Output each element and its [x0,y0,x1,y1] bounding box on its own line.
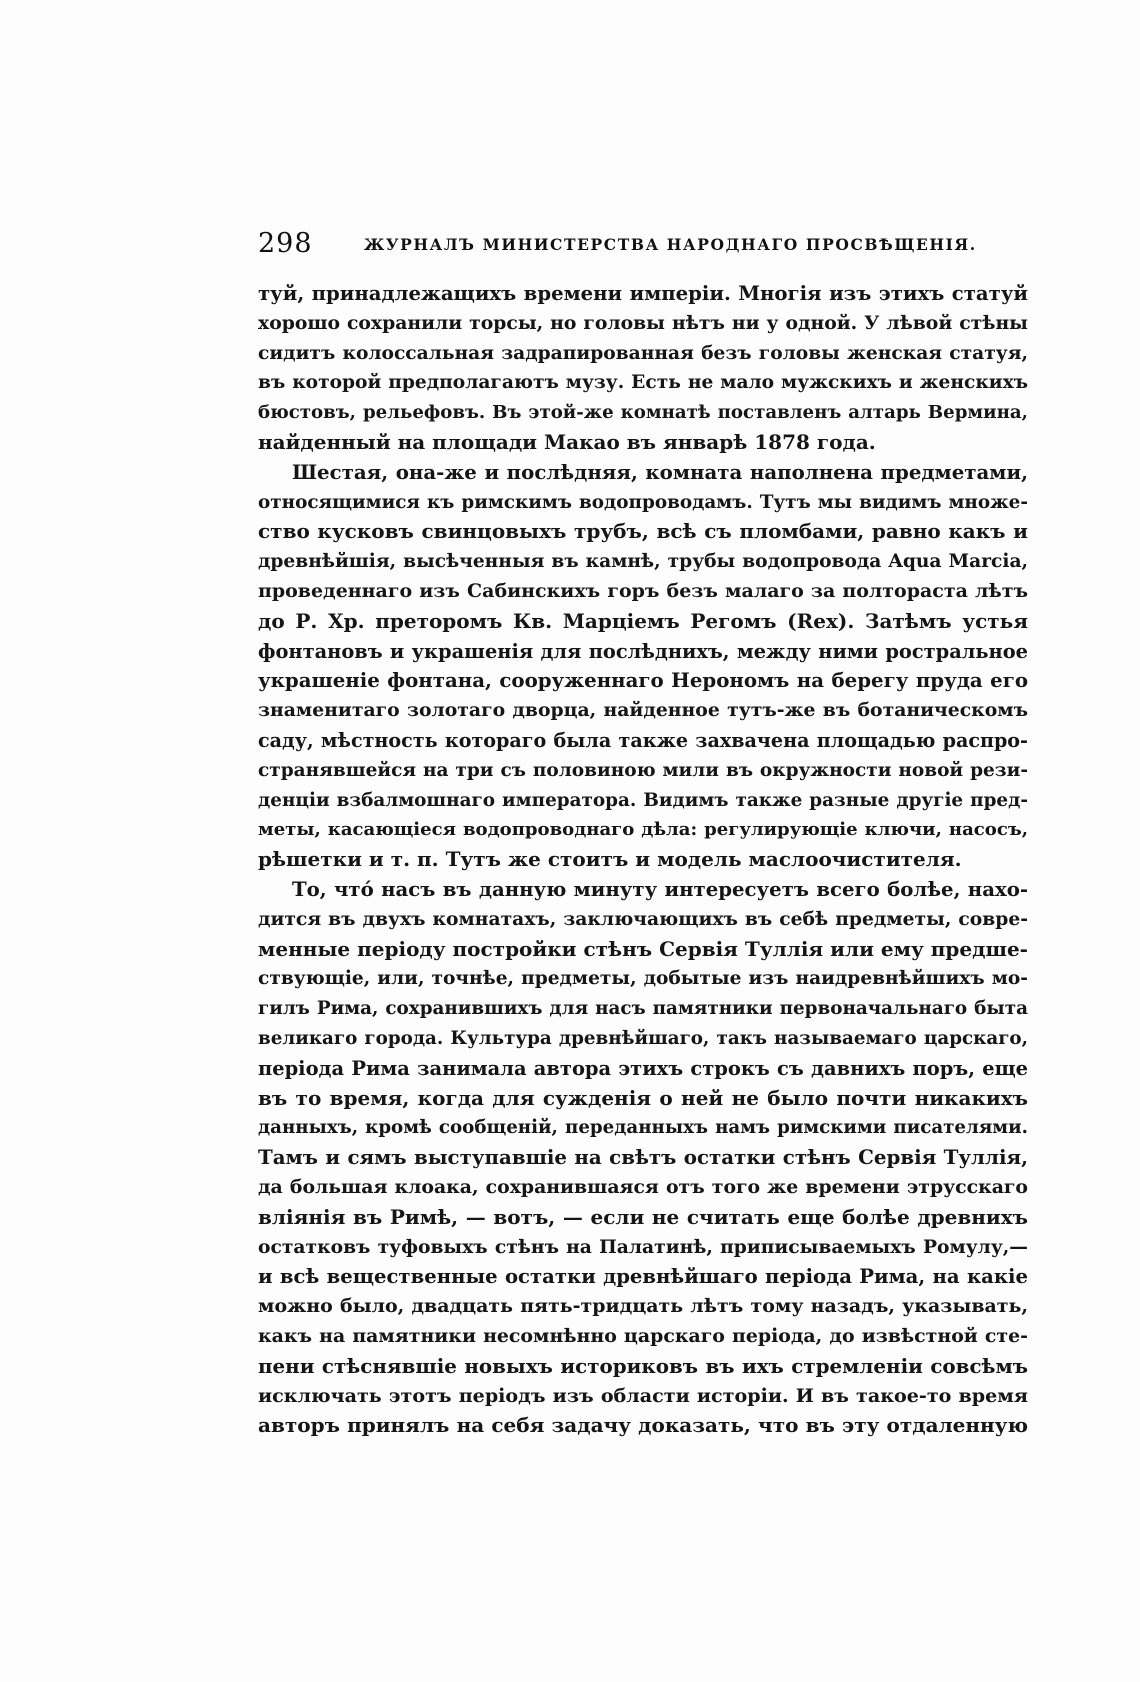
text-line: бюстовъ, рельефовъ. Въ этой-же комнатѣ поставленъ алтарь Вермина, [258,402,1028,424]
text-line: періода Рима занимала автора этихъ строкъ съ давнихъ поръ, еще [258,1056,1028,1080]
text-line: меты, касающіеся водопроводнаго дѣла: регулирующіе ключи, насосъ, [258,819,1028,841]
text-line: знаменитаго золотаго дворца, найденное тутъ-же въ ботаническомъ [258,699,1028,722]
text-line: денціи взбалмошнаго императора. Видимъ также разные другіе пред- [258,789,1028,811]
text-line: То, что́ насъ въ данную минуту интересуетъ всего болѣе, нахо- [292,877,1028,901]
text-line: ство кусковъ свинцовыхъ трубъ, всѣ съ пломбами, равно какъ и [258,519,1028,544]
text-line: исключать этотъ періодъ изъ области исторіи. И въ такое-то время [258,1384,1028,1408]
text-line: украшеніе фонтана, сооруженнаго Нерономъ на берегу пруда его [258,668,1028,693]
text-line: Тамъ и сямъ выступавшіе на свѣтъ остатки стѣнъ Сервія Туллія, [258,1145,1028,1170]
text-line: данныхъ, кромѣ сообщеній, переданныхъ намъ римскими писателями. [258,1117,1028,1139]
text-line: авторъ принялъ на себя задачу доказать, что въ эту отдаленную [258,1413,1028,1438]
text-line: можно было, двадцать пять-тридцать лѣтъ тому назадъ, указывать, [258,1295,1028,1318]
text-line: туй, принадлежащихъ времени имперіи. Многія изъ этихъ статуй [258,282,1028,305]
running-title: ЖУРНАЛЪ МИНИСТЕРСТВА НАРОДНАГО ПРОСВѢЩЕНІЯ. [364,235,977,254]
text-line: хорошо сохранили торсы, но головы нѣтъ ни у одной. У лѣвой стѣны [258,311,1028,334]
text-line: въ которой предполагаютъ музу. Есть не мало мужскихъ и женскихъ [258,372,1028,394]
text-line: да большая клоака, сохранившаяся отъ того же времени этрусскаго [258,1175,1028,1198]
text-line: менные періоду постройки стѣнъ Сервія Туллія или ему предше- [258,936,1028,961]
page-number: 298 [258,228,313,259]
text-line: въ то время, когда для сужденія о ней не было почти никакихъ [258,1085,1028,1110]
text-line: странявшейся на три съ половиною мили въ окружности новой рези- [258,759,1028,781]
page-header [258,228,1026,262]
text-line: вліянія въ Римѣ, — вотъ, — если не считать еще болѣе древнихъ [258,1204,1028,1229]
text-line: проведеннаго изъ Сабинскихъ горъ безъ малаго за полтораста лѣтъ [258,579,1028,602]
body-text [258,279,1028,1441]
text-line: рѣшетки и т. п. Тутъ же стоитъ и модель маслоочистителя. [258,847,962,872]
text-line: фонтановъ и украшенія для послѣднихъ, между ними ростральное [258,639,1028,663]
text-line: великаго города. Культура древнѣйшаго, такъ называемаго царскаго, [258,1027,1028,1049]
text-line: древнѣйшія, высѣченныя въ камнѣ, трубы водопровода Aqua Marcia, [258,551,1028,573]
text-line: остатковъ туфовыхъ стѣнъ на Палатинѣ, приписываемыхъ Ромулу,— [258,1235,1028,1258]
text-line: до Р. Хр. преторомъ Кв. Марціемъ Регомъ (Rex). Затѣмъ устья [258,608,1028,633]
text-line: дится въ двухъ комнатахъ, заключающихъ въ себѣ предметы, совре- [258,907,1028,930]
text-line: ствующіе, или, точнѣе, предметы, добытые изъ наидревнѣйшихъ мо- [258,968,1028,990]
text-line: какъ на памятники несомнѣнно царскаго періода, до извѣстной сте- [258,1324,1028,1347]
text-line: пени стѣснявшіе новыхъ историковъ въ ихъ стремленіи совсѣмъ [258,1353,1028,1378]
text-line: и всѣ вещественные остатки древнѣйшаго періода Рима, на какіе [258,1265,1028,1289]
text-line: саду, мѣстность котораго была также захвачена площадью распро- [258,728,1028,752]
text-line: Шестая, она-же и послѣдняя, комната наполнена предметами, [292,459,1028,484]
text-line: гилъ Рима, сохранившихъ для насъ памятники первоначальнаго быта [258,998,1028,1020]
text-line: найденный на площади Макао въ январѣ 1878 года. [258,429,876,454]
text-line: сидитъ колоссальная задрапированная безъ головы женская статуя, [258,341,1028,364]
text-line: относящимися къ римскимъ водопроводамъ. Тутъ мы видимъ множе- [258,491,1028,513]
